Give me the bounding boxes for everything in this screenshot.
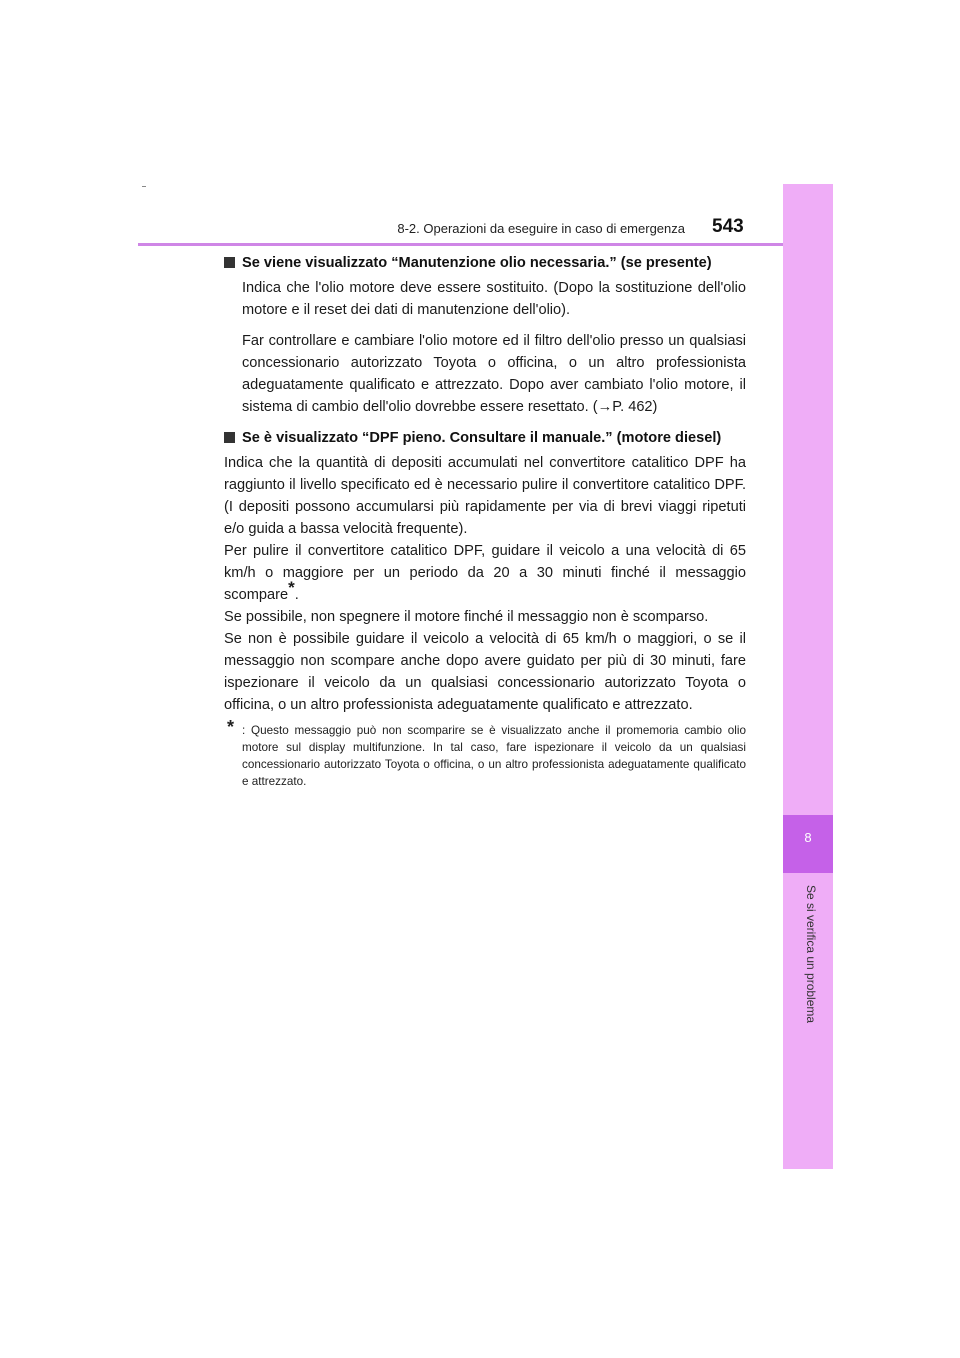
footnote-reference: * — [288, 578, 295, 598]
paragraph: Se possibile, non spegnere il motore finché il messaggio non è scomparso. — [224, 609, 709, 625]
heading-text: Se viene visualizzato “Manutenzione olio necessaria.” (se presente) — [242, 255, 712, 271]
square-bullet-icon — [224, 432, 235, 443]
paragraph: Se non è possibile guidare il veicolo a velocità di 65 km/h o maggiori, o se il messaggio non scompare anche dopo avere guidato per più di 30 minuti, fare ispezionare il veicolo da un qualsiasi concessionario autorizzato Toyota o officina, o un altro professionista adeguatamente qualificato e attrezzato. — [224, 631, 746, 713]
section-heading-dpf-full — [224, 427, 746, 449]
paragraph-text: Per pulire il convertitore catalitico DPF, guidare il veicolo a una velocità di 65 km/h o maggiore per un periodo da 20 a 30 minuti finché il messaggio scompare — [224, 543, 746, 603]
header-rule — [138, 243, 832, 246]
paragraph: Indica che la quantità di depositi accumulati nel convertitore catalitico DPF ha raggiunto il livello specificato ed è necessario pulire il convertitore catalitico DPF. (I depositi possono accumularsi più rapidamente per via di brevi viaggi ripetuti e/o guida a bassa velocità frequente). — [224, 455, 746, 537]
square-bullet-icon — [224, 257, 235, 268]
paragraph — [224, 540, 746, 606]
chapter-number: 8 — [804, 830, 812, 845]
footnote-text: : Questo messaggio può non scomparire se è visualizzato anche il promemoria cambio olio motore sul display multifunzione. In tal caso, fare ispezionare il veicolo da un qualsiasi concessionario autorizzato Toyota o officina, o un altro professionista adeguatamente qualificato e attrezzato. — [242, 724, 746, 788]
page-content — [224, 252, 746, 790]
heading-text: Se è visualizzato “DPF pieno. Consultare il manuale.” (motore diesel) — [242, 430, 722, 446]
paragraph: Far controllare e cambiare l'olio motore ed il filtro dell'olio presso un qualsiasi concessionario autorizzato Toyota o officina, o un altro professionista adeguatamente qualificato e attrezzato. Dopo aver cambiato l'olio motore, il sistema di cambio dell'olio dovrebbe essere resettato. (→P. 462) — [242, 333, 746, 415]
chapter-label: Se si verifica un problema — [804, 885, 818, 1024]
section-title: 8-2. Operazioni da eseguire in caso di emergenza — [397, 221, 685, 236]
footnote — [224, 717, 746, 790]
crop-mark — [142, 186, 146, 187]
sentence-end: . — [294, 587, 299, 603]
section-heading-oil-maintenance — [224, 252, 746, 274]
footnote-marker: * — [227, 717, 235, 737]
page-number: 543 — [712, 216, 744, 237]
paragraph: Indica che l'olio motore deve essere sostituito. (Dopo la sostituzione dell'olio motore e il reset dei dati di manutenzione dell'olio). — [242, 280, 746, 318]
